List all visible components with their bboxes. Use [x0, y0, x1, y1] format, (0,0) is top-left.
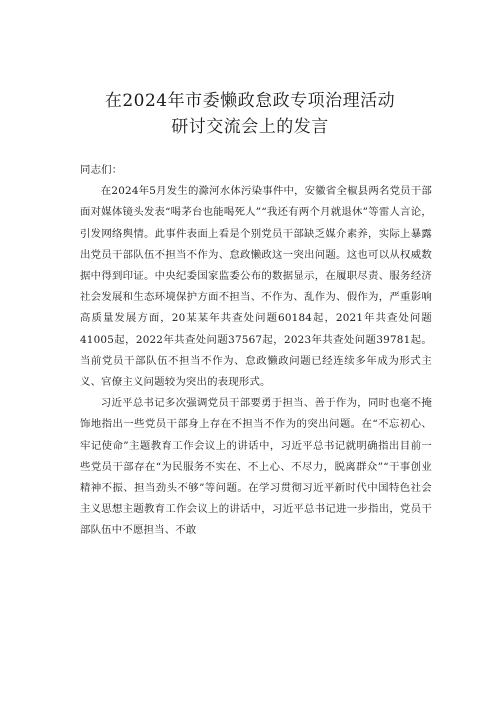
document-body	[80, 160, 432, 542]
document-title	[60, 88, 440, 140]
paragraph-1: 在2024年5月发生的滁河水体污染事件中，安徽省全椒县两名党员干部面对媒体镜头发表“喝茅台也能喝死人”“我还有两个月就退休”等雷人言论，引发网络舆情。此事件表面上看是个别党员干部缺乏媒介素养，实际上暴露出党员干部队伍不担当不作为、怠政懒政这一突出问题。这也可以从权威数据中得到印证。中央纪委国家监委公布的数据显示，在履职尽责、服务经济社会发展和生态环境保护方面不担当、不作为、乱作为、假作为，严重影响高质量发展方面，20某某年共查处问题60184起，2021年共查处问题41005起，2022年共查处问题37567起，2023年共查处问题39781起。当前党员干部队伍不担当不作为、怠政懒政问题已经连续多年成为形式主义、官僚主义问题较为突出的表现形式。	[80, 185, 432, 389]
paragraph-2: 习近平总书记多次强调党员干部要勇于担当、善于作为，同时也毫不掩饰地指出一些党员干部身上存在不担当不作为的突出问题。在“不忘初心、牢记使命”主题教育工作会议上的讲话中，习近平总书记就明确指出目前一些党员干部存在“为民服务不实在、不上心、不尽力，脱离群众”“干事创业精神不振、担当劲头不够”等问题。在学习贯彻习近平新时代中国特色社会主义思想主题教育工作会议上的讲话中，习近平总书记进一步指出，党员干部队伍中不愿担当、不敢	[80, 397, 432, 537]
salutation: 同志们：	[80, 164, 123, 176]
title-line-1: 在2024年市委懒政怠政专项治理活动	[104, 91, 396, 111]
title-line-2: 研讨交流会上的发言	[171, 117, 329, 137]
